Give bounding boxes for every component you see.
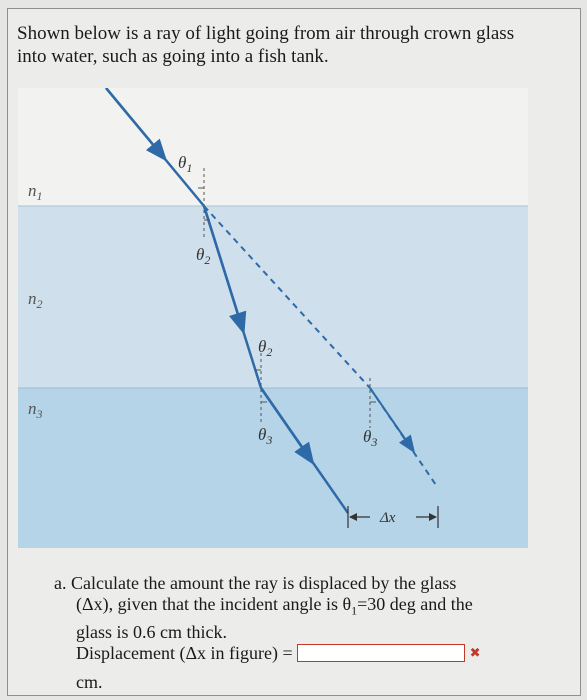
air-region	[18, 88, 528, 206]
refraction-figure	[18, 88, 528, 548]
label-theta2-bottom: $\theta_2$	[258, 337, 273, 359]
glass-region	[18, 206, 528, 388]
answer-unit: cm.	[76, 671, 103, 692]
label-n1: $n_1$	[28, 181, 43, 203]
displacement-input[interactable]	[297, 644, 465, 662]
label-delta-x: Δx	[380, 510, 396, 526]
question-line-1: a. Calculate the amount the ray is displaced by the glass	[54, 573, 457, 593]
answer-row	[54, 643, 554, 664]
question-line-2: (Δx), given that the incident angle is $\theta_1=30$ deg and the	[76, 594, 473, 618]
label-theta1: $\theta_1$	[178, 153, 193, 175]
answer-label: Displacement (Δx in figure) =	[76, 642, 293, 663]
question-part-a	[54, 573, 554, 693]
label-theta3-left: $\theta_3$	[258, 425, 273, 447]
incorrect-x-icon: ✖	[469, 645, 481, 661]
label-theta2-top: $\theta_2$	[196, 245, 211, 267]
problem-intro: Shown below is a ray of light going from air through crown glass into water, such as going into a fish tank.	[17, 23, 515, 67]
label-theta3-right: $\theta_3$	[363, 427, 378, 449]
question-line-3: glass is 0.6 cm thick.	[76, 621, 227, 642]
label-n3: $n_3$	[28, 399, 43, 421]
water-region	[18, 388, 528, 548]
label-n2: $n_2$	[28, 289, 43, 311]
